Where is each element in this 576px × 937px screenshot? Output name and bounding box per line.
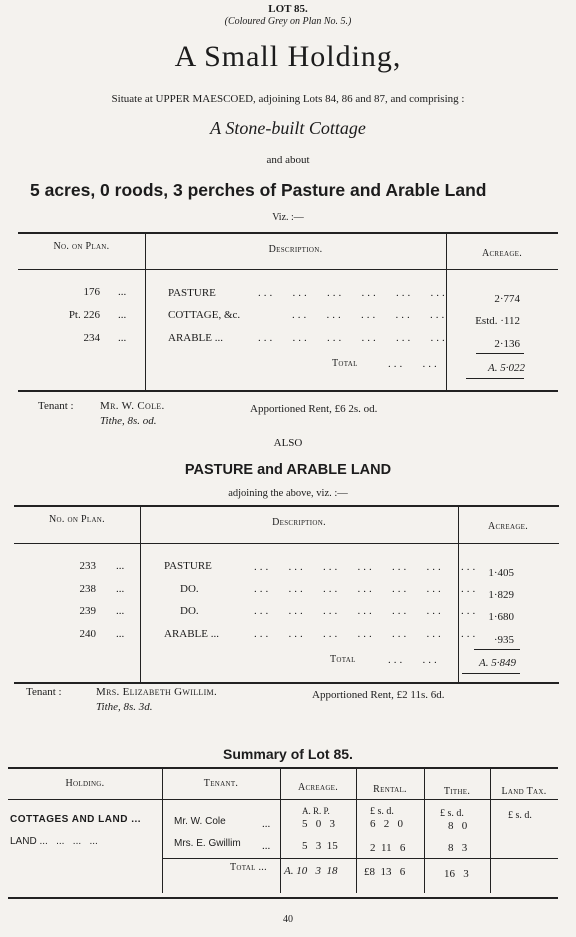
- plot-description: DO.: [180, 605, 199, 617]
- col-description: Description.: [268, 244, 323, 255]
- plot-acreage: 1·405: [488, 567, 514, 579]
- summary-total-rental: £8 13 6: [364, 866, 406, 878]
- holding-name: COTTAGES AND LAND ...: [10, 814, 142, 825]
- total-label: Total: [332, 358, 358, 369]
- tithe-amount: Tithe, 8s. od.: [100, 415, 157, 427]
- summary-heading: Summary of Lot 85.: [223, 746, 353, 762]
- tenant-name: Mrs. Elizabeth Gwillim.: [96, 686, 217, 698]
- cottage-heading: A Stone-built Cottage: [210, 118, 366, 138]
- tithe-value: 8 3: [448, 842, 468, 854]
- col-acreage: Acreage.: [297, 782, 339, 793]
- plot-description: ARABLE ...: [164, 628, 219, 640]
- plan-note: (Coloured Grey on Plan No. 5.): [224, 16, 352, 27]
- col-acreage: Acreage.: [481, 248, 523, 259]
- col-acreage: Acreage.: [487, 521, 529, 532]
- col-holding: Holding.: [65, 778, 105, 789]
- and-about: and about: [266, 154, 310, 166]
- tithe-amount: Tithe, 8s. 3d.: [96, 701, 153, 713]
- plot-description: PASTURE: [164, 560, 212, 572]
- acres-heading: 5 acres, 0 roods, 3 perches of Pasture and Arable Land: [30, 180, 487, 200]
- plot-number: 233: [79, 560, 96, 572]
- section-2-heading: PASTURE and ARABLE LAND: [184, 462, 392, 478]
- plot-number: 234: [83, 332, 100, 344]
- page-title: A Small Holding,: [174, 40, 402, 73]
- col-rental: Rental.: [373, 784, 407, 795]
- total-acreage: A. 5·022: [488, 362, 525, 374]
- viz-label: Viz. :—: [272, 212, 304, 223]
- plot-description: COTTAGE, &c.: [168, 309, 241, 321]
- tenant-label: Tenant :: [38, 400, 74, 412]
- col-no-on-plan: No. on Plan.: [49, 514, 105, 525]
- plot-acreage: ·935: [493, 634, 514, 646]
- total-label: Total: [330, 654, 356, 665]
- col-description: Description.: [272, 517, 326, 528]
- acreage-value: 5 0 3: [302, 818, 335, 830]
- also-label: ALSO: [273, 437, 303, 449]
- plot-number: 238: [79, 583, 96, 595]
- plot-acreage: 1·680: [488, 611, 514, 623]
- col-tithe: Tithe.: [443, 786, 471, 797]
- total-acreage: A. 5·849: [479, 657, 516, 669]
- summary-total-label: Total ...: [230, 862, 267, 873]
- col-tenant: Tenant.: [203, 778, 239, 789]
- plot-acreage: 2·774: [494, 293, 520, 305]
- section-2-sub: adjoining the above, viz. :—: [228, 488, 348, 499]
- situate-line: Situate at UPPER MAESCOED, adjoining Lots 84, 86 and 87, and comprising :: [111, 93, 465, 105]
- plot-acreage: Estd. ·112: [475, 315, 520, 327]
- lot-number: LOT 85.: [268, 3, 308, 15]
- tithe-units: £ s. d.: [440, 808, 464, 819]
- plot-number: Pt. 226: [68, 309, 100, 321]
- acreage-value: 5 3 15: [302, 840, 338, 852]
- page-number: 40: [283, 914, 293, 925]
- tenant-label: Tenant :: [26, 686, 62, 698]
- col-no-on-plan: No. on Plan.: [53, 241, 110, 252]
- tithe-value: 8 0: [448, 820, 468, 832]
- tenant-name: Mr. W. Cole.: [100, 400, 165, 412]
- tenant-name: Mrs. E. Gwillim: [174, 838, 241, 849]
- apportioned-rent: Apportioned Rent, £6 2s. od.: [250, 403, 378, 415]
- rental-value: 6 2 0: [370, 818, 403, 830]
- plot-acreage: 1·829: [488, 589, 514, 601]
- plot-description: DO.: [180, 583, 199, 595]
- summary-total-tithe: 16 3: [444, 868, 469, 880]
- tenant-name: Mr. W. Cole: [174, 816, 226, 827]
- plot-description: PASTURE: [168, 287, 216, 299]
- plot-number: 239: [79, 605, 96, 617]
- holding-name: LAND ... ... ... ...: [10, 836, 98, 847]
- rental-units: £ s. d.: [370, 806, 394, 817]
- rental-value: 2 11 6: [370, 842, 406, 854]
- plot-number: 240: [79, 628, 96, 640]
- acreage-units: A. R. P.: [302, 806, 330, 816]
- apportioned-rent: Apportioned Rent, £2 11s. 6d.: [312, 689, 445, 701]
- plot-number: 176: [83, 286, 100, 298]
- plot-description: ARABLE ...: [168, 332, 223, 344]
- plot-acreage: 2·136: [494, 338, 520, 350]
- summary-total-acreage: A. 10 3 18: [284, 865, 338, 877]
- land-tax-units: £ s. d.: [508, 810, 532, 821]
- col-land-tax: Land Tax.: [501, 786, 547, 797]
